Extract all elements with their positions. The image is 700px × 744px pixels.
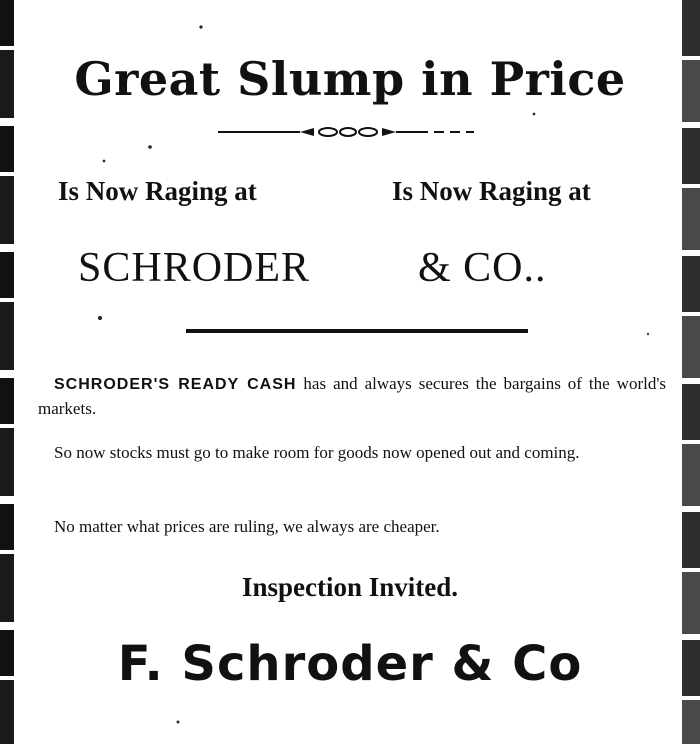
left-column-border (0, 0, 14, 744)
right-column-border (682, 0, 700, 744)
ready-cash-lead: SCHRODER'S READY CASH (54, 376, 297, 393)
paragraph-prices: No matter what prices are ruling, we always are cheaper. (54, 517, 440, 536)
ornament-divider (218, 124, 482, 140)
inspection-invited: Inspection Invited. (241, 572, 459, 602)
firm-name-left: SCHRODER (78, 245, 311, 291)
paragraph-stocks: So now stocks must go to make room for goods now opened out and coming. (54, 443, 580, 462)
paragraph-ready-cash (38, 372, 666, 421)
raging-text-right: Is Now Raging at (392, 176, 591, 206)
horizontal-rule (186, 329, 528, 333)
headline: Great Slump in Price (74, 52, 626, 106)
firm-name-right: & CO.. (418, 245, 547, 291)
footer-firm-name: F. Schroder & Co (117, 636, 583, 692)
ready-cash-text: has and always secures the bargains of the world's markets. (38, 374, 667, 418)
raging-text-left: Is Now Raging at (58, 176, 257, 206)
